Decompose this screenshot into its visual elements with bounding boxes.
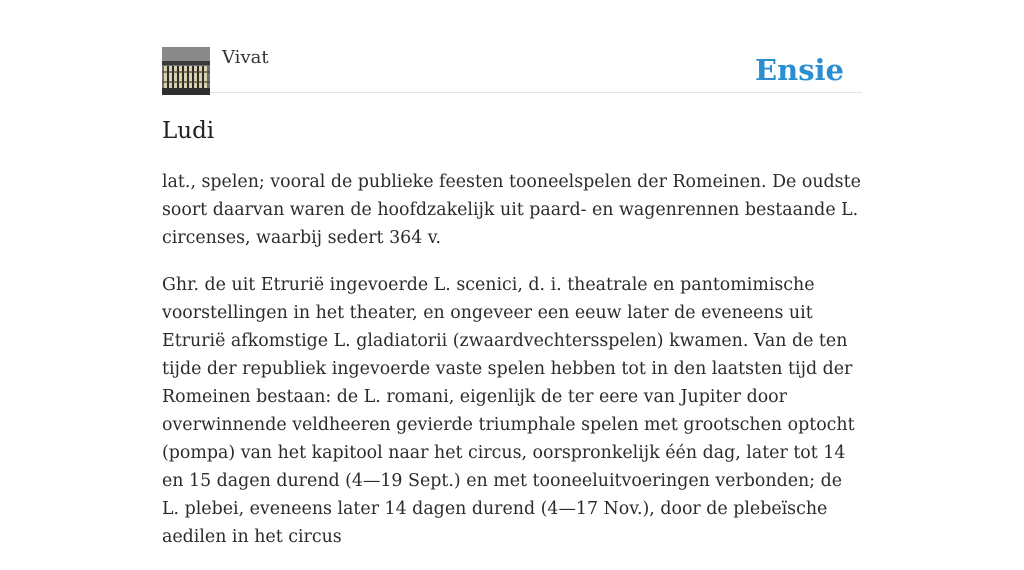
article-body <box>162 168 862 570</box>
source-avatar[interactable] <box>162 47 210 95</box>
book-spines-icon <box>162 47 210 95</box>
brand-logo[interactable]: Ensie <box>755 53 844 87</box>
article-paragraph: lat., spelen; vooral de publieke feesten tooneelspelen der Romeinen. De oudste soort daarvan waren de hoofdzakelijk uit paard- en wagenrennen bestaande L. circenses, waarbij sedert 364 v. <box>162 172 861 248</box>
site-header <box>162 46 862 93</box>
article-paragraph: Ghr. de uit Etrurië ingevoerde L. scenici, d. i. theatrale en pantomimische voorstellingen in het theater, en ongeveer een eeuw later de eveneens uit Etrurië afkomstige L. gladiatorii (zwaardvechtersspelen) kwamen. Van de ten tijde der republiek ingevoerde vaste spelen hebben tot in den laatsten tijd der Romeinen bestaan: de L. romani, eigenlijk de ter eere van Jupiter door overwinnende veldheeren gevierde triumphale spelen met grootschen optocht (pompa) van het kapitool naar het circus, oorspronkelijk één dag, later tot 14 en 15 dagen durend (4—19 Sept.) en met tooneeluitvoeringen verbonden; de L. plebei, eveneens later 14 dagen durend (4—17 Nov.), door de plebeïsche aedilen in het circus <box>162 275 855 547</box>
source-name[interactable]: Vivat <box>222 47 269 68</box>
article-title: Ludi <box>162 118 215 144</box>
